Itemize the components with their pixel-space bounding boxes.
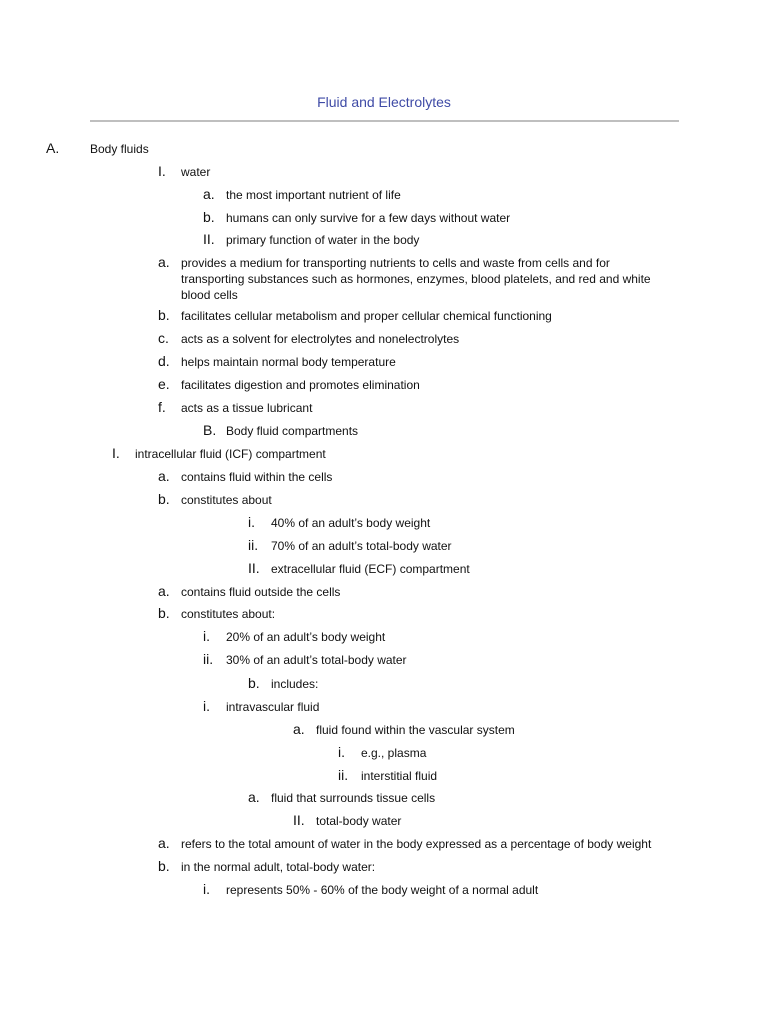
outline-marker: b.	[158, 307, 170, 323]
outline-marker: i.	[203, 881, 210, 897]
outline-marker: e.	[158, 376, 170, 392]
outline-marker: II.	[248, 560, 260, 576]
outline-marker: a.	[203, 186, 215, 202]
outline-marker: d.	[158, 353, 170, 369]
outline-marker: i.	[203, 698, 210, 714]
outline-marker: b.	[158, 858, 170, 874]
outline-item-text: includes:	[271, 677, 319, 691]
outline-item-text: Body fluid compartments	[226, 424, 359, 438]
outline-item-text: constitutes about:	[181, 607, 276, 621]
outline-item-text: extracellular fluid (ECF) compartment	[271, 562, 470, 576]
outline-item-text: 70% of an adult’s total-body water	[271, 539, 452, 553]
outline-item-text: primary function of water in the body	[226, 233, 420, 247]
outline-item-text: humans can only survive for a few days without water	[226, 211, 511, 225]
outline-marker: a.	[293, 721, 305, 737]
outline-item-text: contains fluid within the cells	[181, 470, 333, 484]
outline-item-text: facilitates digestion and promotes elimination	[181, 378, 420, 392]
outline-item-text: contains fluid outside the cells	[181, 585, 341, 599]
outline-item-text: facilitates cellular metabolism and proper cellular chemical functioning	[181, 309, 552, 323]
outline-item-text: 20% of an adult’s body weight	[226, 630, 386, 644]
outline-marker: b.	[203, 209, 215, 225]
outline-item-text: interstitial fluid	[361, 769, 438, 783]
outline-marker: a.	[248, 789, 260, 805]
outline-item-text: helps maintain normal body temperature	[181, 355, 396, 369]
outline-marker: c.	[158, 330, 169, 346]
outline-marker: B.	[203, 422, 217, 438]
outline-marker: ii.	[248, 537, 259, 553]
outline-item-text: provides a medium for transporting nutrients to cells and waste from cells and for transporting substances such as hormones, enzymes, blood platelets, and red and white blood cells	[181, 256, 651, 302]
outline-marker: a.	[158, 468, 170, 484]
outline-item-text: refers to the total amount of water in the body expressed as a percentage of body weight	[181, 837, 652, 851]
outline-item-text: the most important nutrient of life	[226, 188, 401, 202]
outline-item-text: fluid found within the vascular system	[316, 723, 515, 737]
outline-item-text: fluid that surrounds tissue cells	[271, 791, 436, 805]
outline-marker: a.	[158, 583, 170, 599]
outline-marker: II.	[293, 812, 305, 828]
outline-marker: ii.	[338, 767, 349, 783]
outline-item-text: acts as a solvent for electrolytes and nonelectrolytes	[181, 332, 460, 346]
outline-marker: b.	[158, 605, 170, 621]
outline-marker: i.	[248, 514, 255, 530]
outline-item-text: constitutes about	[181, 493, 272, 507]
outline-item-text: intravascular fluid	[226, 700, 320, 714]
outline-marker: A.	[46, 140, 60, 156]
outline-item-text: intracellular fluid (ICF) compartment	[135, 447, 326, 461]
outline-item-text: Body fluids	[90, 142, 149, 156]
outline-marker: b.	[158, 491, 170, 507]
outline-marker: b.	[248, 675, 260, 691]
outline-marker: i.	[203, 628, 210, 644]
outline-marker: a.	[158, 835, 170, 851]
outline-marker: i.	[338, 744, 345, 760]
outline-item-text: water	[181, 165, 211, 179]
outline-item-text: total-body water	[316, 814, 402, 828]
outline-item-text: e.g., plasma	[361, 746, 427, 760]
outline-marker: ii.	[203, 651, 214, 667]
page-title: Fluid and Electrolytes	[317, 94, 451, 110]
outline-marker: a.	[158, 254, 170, 270]
outline-item-text: in the normal adult, total-body water:	[181, 860, 376, 874]
outline-item-text: 30% of an adult’s total-body water	[226, 653, 407, 667]
outline-marker: I.	[112, 445, 120, 461]
outline-item-text: represents 50% - 60% of the body weight of a normal adult	[226, 883, 539, 897]
outline-marker: f.	[158, 399, 166, 415]
title-divider	[90, 120, 679, 122]
outline-item-text: acts as a tissue lubricant	[181, 401, 313, 415]
outline-item-text: 40% of an adult’s body weight	[271, 516, 431, 530]
outline-marker: I.	[158, 163, 166, 179]
outline-marker: II.	[203, 231, 215, 247]
